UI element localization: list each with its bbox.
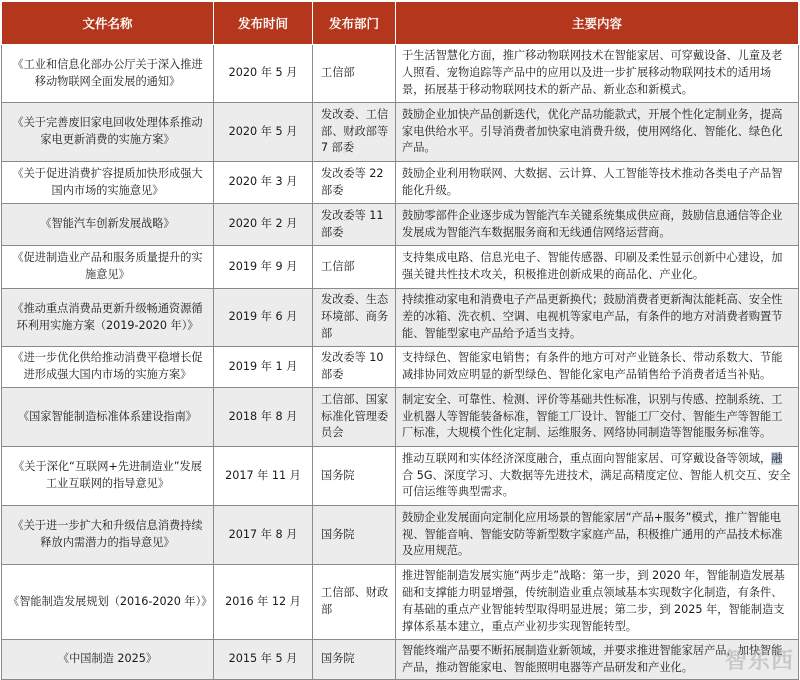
content-cell: 鼓励企业利用物联网、大数据、云计算、人工智能等技术推动各类电子产品智能化升级。 — [396, 162, 799, 204]
department-cell: 发改委等 22 部委 — [313, 162, 396, 204]
content-cell: 推进智能制造发展实施“两步走”战略：第一步，到 2020 年，智能制造发展基础和支撑能力明显增强，传统制造业重点领域基本实现数字化制造，有条件、有基础的重点产业智能转型取得明显进展；第二步，到 2025 年，智能制造支撑体系基本建立，重点产业初步实现智能转型。 — [396, 565, 799, 640]
table-row — [2, 289, 799, 347]
department-cell: 发改委、工信部、财政部等 7 部委 — [313, 103, 396, 162]
content-cell: 支持集成电路、信息光电子、智能传感器、印刷及柔性显示创新中心建设，加强关键共性技术攻关，积极推进创新成果的商品化、产业化。 — [396, 246, 799, 289]
date-cell: 2015 年 5 月 — [214, 640, 313, 680]
file-name-cell: 《进一步优化供给推动消费平稳增长促进形成强大国内市场的实施方案》 — [2, 347, 214, 388]
policy-table — [1, 1, 799, 680]
table-row — [2, 103, 799, 162]
page — [0, 1, 800, 679]
table-row — [2, 565, 799, 640]
date-cell: 2019 年 1 月 — [214, 347, 313, 388]
file-name-cell: 《促进制造业产品和服务质量提升的实施意见》 — [2, 246, 214, 289]
department-cell: 发改委、生态环境部、商务部 — [313, 289, 396, 347]
header-main-content: 主要内容 — [396, 2, 799, 45]
file-name-cell: 《国家智能制造标准体系建设指南》 — [2, 388, 214, 447]
file-name-cell: 《工业和信息化部办公厅关于深入推进移动物联网全面发展的通知》 — [2, 45, 214, 103]
department-cell: 工信部、财政部 — [313, 565, 396, 640]
date-cell: 2019 年 6 月 — [214, 289, 313, 347]
selected-text-highlight: 融 — [771, 451, 783, 465]
department-cell: 国务院 — [313, 447, 396, 506]
department-cell: 发改委等 10 部委 — [313, 347, 396, 388]
date-cell: 2019 年 9 月 — [214, 246, 313, 289]
file-name-cell: 《推动重点消费品更新升级畅通资源循环利用实施方案（2019-2020 年）》 — [2, 289, 214, 347]
content-cell: 制定安全、可靠性、检测、评价等基础共性标准，识别与传感、控制系统、工业机器人等智能装备标准，智能工厂设计、智能工厂交付、智能生产等智能工厂标准，大规模个性化定制、运维服务、网络协同制造等智能服务标准等。 — [396, 388, 799, 447]
date-cell: 2016 年 12 月 — [214, 565, 313, 640]
table-row — [2, 640, 799, 680]
date-cell: 2017 年 11 月 — [214, 447, 313, 506]
department-cell: 发改委等 11 部委 — [313, 204, 396, 246]
table-row — [2, 347, 799, 388]
department-cell: 工信部、国家标准化管理委员会 — [313, 388, 396, 447]
date-cell: 2020 年 5 月 — [214, 45, 313, 103]
content-cell: 鼓励企业加快产品创新迭代，优化产品功能款式，开展个性化定制业务，提高家电供给水平。引导消费者加快家电消费升级，使用网络化、智能化、绿色化产品。 — [396, 103, 799, 162]
content-cell: 持续推动家电和消费电子产品更新换代；鼓励消费者更新淘汰能耗高、安全性差的冰箱、洗衣机、空调、电视机等家电产品，有条件的地方对消费者购置节能、智能型家电产品给予适当支持。 — [396, 289, 799, 347]
department-cell: 国务院 — [313, 640, 396, 680]
file-name-cell: 《关于促进消费扩容提质加快形成强大国内市场的实施意见》 — [2, 162, 214, 204]
department-cell: 工信部 — [313, 45, 396, 103]
table-row — [2, 506, 799, 565]
file-name-cell: 《中国制造 2025》 — [2, 640, 214, 680]
file-name-cell: 《智能汽车创新发展战略》 — [2, 204, 214, 246]
content-cell: 智能终端产品要不断拓展制造业新领域，并要求推进智能家居产品，加快智能产品，推动智能家电、智能照明电器等产品研发和产业化。 — [396, 640, 799, 680]
table-row — [2, 388, 799, 447]
table-row — [2, 246, 799, 289]
header-release-date: 发布时间 — [214, 2, 313, 45]
table-row — [2, 204, 799, 246]
content-cell: 鼓励企业发展面向定制化应用场景的智能家居“产品+服务”模式，推广智能电视、智能音响、智能安防等新型数字家庭产品，积极推广通用的产品技术标准及应用规范。 — [396, 506, 799, 565]
header-department: 发布部门 — [313, 2, 396, 45]
file-name-cell: 《智能制造发展规划（2016-2020 年）》 — [2, 565, 214, 640]
date-cell: 2020 年 2 月 — [214, 204, 313, 246]
watermark-logo: 智东西 — [724, 649, 794, 674]
date-cell: 2018 年 8 月 — [214, 388, 313, 447]
content-cell: 鼓励零部件企业逐步成为智能汽车关键系统集成供应商，鼓励信息通信等企业发展成为智能汽车数据服务商和无线通信网络运营商。 — [396, 204, 799, 246]
date-cell: 2020 年 5 月 — [214, 103, 313, 162]
content-cell — [396, 447, 799, 506]
header-file-name: 文件名称 — [2, 2, 214, 45]
content-cell: 于生活智慧化方面，推广移动物联网技术在智能家居、可穿戴设备、儿童及老人照看、宠物追踪等产品中的应用以及进一步扩展移动物联网技术的适用场景，拓展基于移动物联网技术的新产品、新业态和新模式。 — [396, 45, 799, 103]
table-header-row — [2, 2, 799, 45]
file-name-cell: 《关于深化“互联网+先进制造业”发展工业互联网的指导意见》 — [2, 447, 214, 506]
date-cell: 2017 年 8 月 — [214, 506, 313, 565]
date-cell: 2020 年 3 月 — [214, 162, 313, 204]
file-name-cell: 《关于进一步扩大和升级信息消费持续释放内需潜力的指导意见》 — [2, 506, 214, 565]
table-row — [2, 45, 799, 103]
department-cell: 国务院 — [313, 506, 396, 565]
content-cell: 支持绿色、智能家电销售；有条件的地方可对产业链条长、带动系数大、节能减排协同效应明显的新型绿色、智能化家电产品销售给予消费者适当补贴。 — [396, 347, 799, 388]
table-row — [2, 162, 799, 204]
file-name-cell: 《关于完善废旧家电回收处理体系推动家电更新消费的实施方案》 — [2, 103, 214, 162]
content-text: 合 5G、深度学习、大数据等先进技术，满足高精度定位、智能人机交互、安全可信运维等典型需求。 — [402, 468, 791, 499]
table-row — [2, 447, 799, 506]
content-text: 推动互联网和实体经济深度融合，重点面向智能家居、可穿戴设备等领域， — [402, 451, 772, 465]
department-cell: 工信部 — [313, 246, 396, 289]
